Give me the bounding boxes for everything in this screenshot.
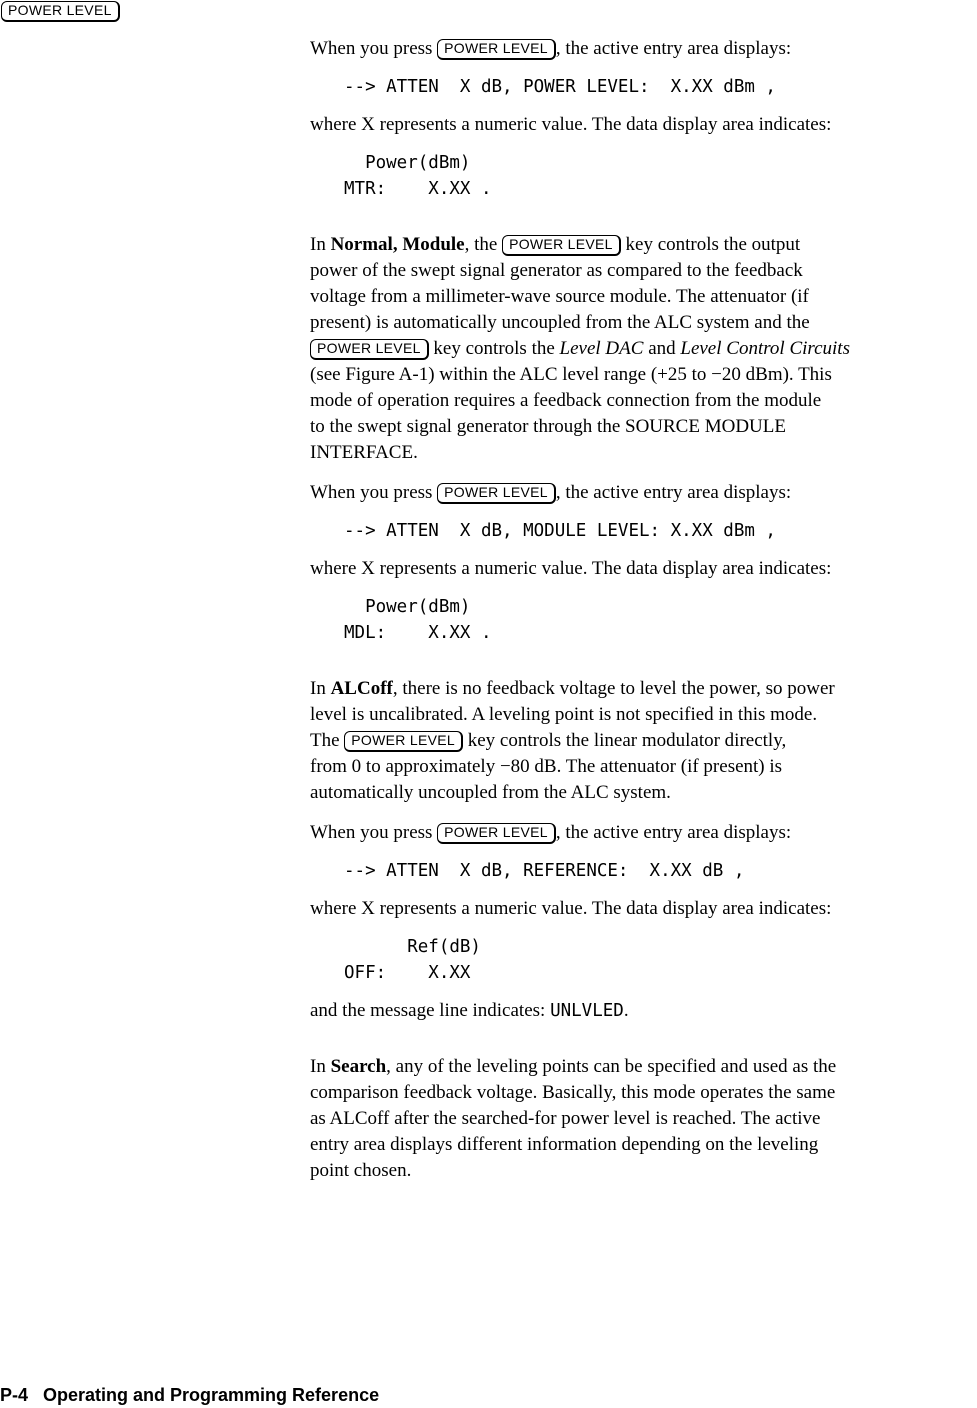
paragraph-line: In Normal, Module, the POWER LEVEL key controls the output xyxy=(310,234,801,255)
power-level-key: POWER LEVEL xyxy=(437,483,556,504)
paragraph-line: In Search, any of the leveling points can be specified and used as the xyxy=(310,1056,837,1077)
section-search xyxy=(310,1054,974,1184)
paragraph-line: INTERFACE. xyxy=(310,442,418,463)
paragraph-line: voltage from a millimeter-wave source module. The attenuator (if xyxy=(310,286,809,307)
level-control-circuits-term: Level Control Circuits xyxy=(680,338,850,359)
paragraph-line: power of the swept signal generator as compared to the feedback xyxy=(310,260,803,281)
press-instruction: When you press POWER LEVEL , the active entry area displays: xyxy=(310,482,792,503)
section-alcoff xyxy=(310,676,974,1024)
paragraph-line: entry area displays different information depending on the leveling xyxy=(310,1134,819,1155)
press-instruction: When you press POWER LEVEL , the active entry area displays: xyxy=(310,822,792,843)
where-text: where X represents a numeric value. The data display area indicates: xyxy=(310,558,832,579)
paragraph-line: comparison feedback voltage. Basically, this mode operates the same xyxy=(310,1082,836,1103)
main-content xyxy=(310,36,974,1184)
active-entry-display: --> ATTEN X dB, POWER LEVEL: X.XX dBm , xyxy=(344,77,776,97)
data-display-line: Ref(dB) xyxy=(344,937,481,957)
active-entry-display: --> ATTEN X dB, REFERENCE: X.XX dB , xyxy=(344,861,745,881)
paragraph-line: (see Figure A-1) within the ALC level range (+25 to −20 dBm). This xyxy=(310,364,832,385)
page-footer: P-4 Operating and Programming Reference xyxy=(0,1385,380,1405)
mode-name: Search xyxy=(330,1056,387,1077)
power-level-key: POWER LEVEL xyxy=(502,235,621,256)
level-dac-term: Level DAC xyxy=(559,338,644,359)
where-text: where X represents a numeric value. The data display area indicates: xyxy=(310,114,832,135)
message-line-text: and the message line indicates: UNLVLED. xyxy=(310,1000,629,1021)
paragraph-line: as ALCoff after the searched-for power level is reached. The active xyxy=(310,1108,821,1129)
data-display-line: Power(dBm) xyxy=(344,153,471,173)
where-text: where X represents a numeric value. The data display area indicates: xyxy=(310,898,832,919)
data-display-line: OFF: X.XX xyxy=(344,963,471,983)
mode-name: Normal, Module xyxy=(330,234,465,255)
section-normal xyxy=(310,36,974,202)
data-display-line: MTR: X.XX . xyxy=(344,179,492,199)
press-instruction: When you press POWER LEVEL , the active entry area displays: xyxy=(310,38,792,59)
paragraph-line: automatically uncoupled from the ALC system. xyxy=(310,782,671,803)
power-level-key: POWER LEVEL xyxy=(310,339,429,360)
power-level-key: POWER LEVEL xyxy=(344,731,463,752)
power-level-key: POWER LEVEL xyxy=(437,39,556,60)
paragraph-line: mode of operation requires a feedback connection from the module xyxy=(310,390,822,411)
data-display-line: Power(dBm) xyxy=(344,597,471,617)
power-level-key: POWER LEVEL xyxy=(437,823,556,844)
paragraph-line: to the swept signal generator through the SOURCE MODULE xyxy=(310,416,786,437)
mode-name: ALCoff xyxy=(330,678,393,699)
paragraph-line: In ALCoff, there is no feedback voltage to level the power, so power xyxy=(310,678,835,699)
active-entry-display: --> ATTEN X dB, MODULE LEVEL: X.XX dBm , xyxy=(344,521,776,541)
paragraph-line: present) is automatically uncoupled from the ALC system and the xyxy=(310,312,810,333)
data-display-line: MDL: X.XX . xyxy=(344,623,492,643)
paragraph-line: level is uncalibrated. A leveling point is not specified in this mode. xyxy=(310,704,818,725)
paragraph-line: POWER LEVEL key controls the Level DAC and Level Control Circuits xyxy=(310,336,974,362)
power-level-key-heading: POWER LEVEL xyxy=(1,1,120,22)
paragraph-line: from 0 to approximately −80 dB. The attenuator (if present) is xyxy=(310,756,783,777)
unleveled-message: UNLVLED xyxy=(550,1001,624,1021)
paragraph-line: The POWER LEVEL key controls the linear modulator directly, xyxy=(310,730,787,751)
section-normal-module xyxy=(310,232,974,646)
paragraph-line: point chosen. xyxy=(310,1160,412,1181)
